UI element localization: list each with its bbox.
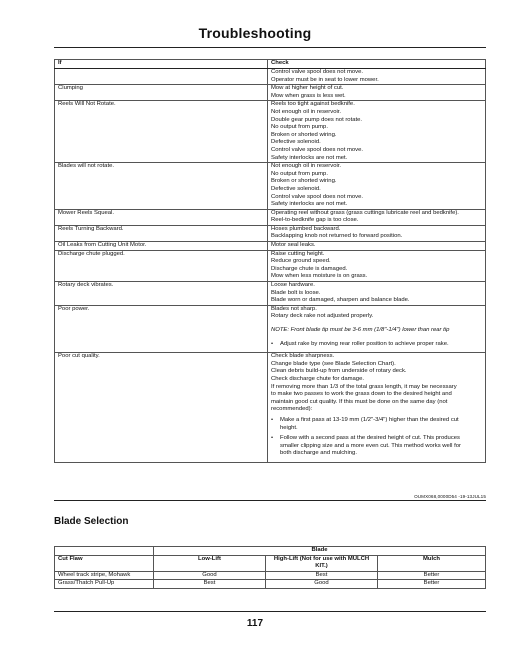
check-line: Reels too tight against bedknife. <box>271 101 355 108</box>
footer-rule <box>54 611 486 612</box>
check-line: Rotary deck rake not adjusted properly. <box>271 313 374 320</box>
table-row <box>55 282 486 306</box>
check-line: Control valve spool does not move. <box>271 69 364 75</box>
table-row <box>55 242 486 251</box>
rating-cell: Better <box>378 571 486 580</box>
troubleshooting-table <box>54 59 486 463</box>
if-column-header: If <box>55 60 268 69</box>
checks-cell <box>268 69 486 85</box>
blade-group-header: Blade <box>154 547 486 556</box>
check-line: Double gear pump does not rotate. <box>271 116 363 123</box>
checks-cell <box>268 85 486 101</box>
table-row <box>55 85 486 101</box>
check-line: Blade worn or damaged, sharpen and balance blade. <box>271 297 410 304</box>
check-line: Loose hardware. <box>271 282 315 289</box>
table-header-row <box>55 60 486 69</box>
check-line: Not enough oil in reservoir. <box>271 163 342 170</box>
checks-cell <box>268 282 486 306</box>
check-line: If removing more than 1/3 of the total grass length, it may be necessary <box>271 383 457 390</box>
problem-cell: Clumping <box>55 85 268 101</box>
check-line: Mow when grass is less wet. <box>271 92 346 99</box>
mulch-header: Mulch <box>378 555 486 571</box>
bullet-line: Make a first pass at 13-19 mm (1/2"-3/4") higher than the desired cut <box>280 416 459 423</box>
high-lift-header: High-Lift (Not for use with MULCH KIT.) <box>266 555 378 571</box>
checks-cell <box>268 209 486 225</box>
reference-code: OUMX068,0000D54 -19-13JUL15 <box>414 494 486 499</box>
rating-cell: Best <box>266 571 378 580</box>
page-number: 117 <box>246 618 264 629</box>
cut-flaw-cell: Grass/Thatch Pull-Up <box>55 580 154 589</box>
problem-cell: Mower Reels Squeal. <box>55 209 268 225</box>
table-row <box>55 580 486 589</box>
check-line: Check blade sharpness. <box>271 353 335 360</box>
table-row <box>55 163 486 210</box>
check-line: Reduce ground speed. <box>271 258 331 265</box>
check-line: Defective solenoid. <box>271 185 321 192</box>
check-line: Check discharge chute for damage. <box>271 375 364 382</box>
check-line: Not enough oil in reservoir. <box>271 108 342 115</box>
rating-cell: Good <box>266 580 378 589</box>
checks-cell <box>268 163 486 210</box>
bullet-item <box>271 417 482 432</box>
check-line: Operator must be in seat to lower mower. <box>271 76 379 83</box>
cut-flaw-header: Cut Flaw <box>55 555 154 571</box>
table-row <box>55 69 486 85</box>
checks-cell <box>268 305 486 352</box>
check-line: Safety interlocks are not met. <box>271 201 348 208</box>
check-line: Defective solenoid. <box>271 139 321 146</box>
table-row <box>55 250 486 281</box>
table-row <box>55 225 486 241</box>
check-line: Broken or shorted wiring. <box>271 178 337 185</box>
check-line: to make two passes to work the grass down to the desired height and <box>271 391 452 398</box>
check-line: Control valve spool does not move. <box>271 146 364 153</box>
note-text: NOTE: Front blade tip must be 3-6 mm (1/8"-1/4") lower than rear tip <box>271 327 450 333</box>
check-line: Blade bolt is loose. <box>271 289 321 296</box>
checks-cell <box>268 250 486 281</box>
table-row <box>55 209 486 225</box>
check-line: Raise cutting height. <box>271 250 325 257</box>
empty-header-cell <box>55 547 154 556</box>
check-line: Control valve spool does not move. <box>271 193 364 200</box>
table-row <box>55 101 486 163</box>
group-header-row <box>55 547 486 556</box>
table-row <box>55 571 486 580</box>
low-lift-header: Low-Lift <box>154 555 266 571</box>
page-title: Troubleshooting <box>198 25 312 41</box>
bullet-item <box>271 435 482 458</box>
check-line: Motor seal leaks. <box>271 242 316 249</box>
problem-cell: Discharge chute plugged. <box>55 250 268 281</box>
problem-cell: Poor power. <box>55 305 268 352</box>
check-line: Safety interlocks are not met. <box>271 154 348 161</box>
blade-selection-title: Blade Selection <box>54 516 129 527</box>
check-line: Broken or shorted wiring. <box>271 131 337 138</box>
check-column-header: Check <box>268 60 486 69</box>
problem-cell: Poor cut quality. <box>55 353 268 463</box>
table-row <box>55 305 486 352</box>
check-line: Operating reel without grass (grass cuttings lubricate reel and bedknife). <box>271 209 459 216</box>
check-line: No output from pump. <box>271 124 328 131</box>
bullet-line: smaller clipping size and a more even cut. This method works well for <box>280 442 461 449</box>
problem-cell: Blades will not rotate. <box>55 163 268 210</box>
check-line: Blades not sharp. <box>271 305 317 312</box>
check-line: recommended): <box>271 406 313 413</box>
section-rule <box>54 500 486 501</box>
bullet-line: both discharge and mulching. <box>280 450 357 457</box>
problem-cell: Rotary deck vibrates. <box>55 282 268 306</box>
table-row <box>55 353 486 463</box>
check-line: Backlapping knob not returned to forward position. <box>271 233 403 240</box>
problem-cell: Reels Will Not Rotate. <box>55 101 268 163</box>
cut-flaw-cell: Wheel track stripe, Mohawk <box>55 571 154 580</box>
bullet-line: Follow with a second pass at the desired height of cut. This produces <box>280 435 460 442</box>
title-rule <box>54 47 486 48</box>
checks-cell <box>268 242 486 251</box>
rating-cell: Better <box>378 580 486 589</box>
problem-cell <box>55 69 268 85</box>
bullet-line: height. <box>280 424 298 431</box>
rating-cell: Best <box>154 580 266 589</box>
check-line: No output from pump. <box>271 170 328 177</box>
problem-cell: Reels Turning Backward. <box>55 225 268 241</box>
check-line: maintain good cut quality. If this must be done on the same day (not <box>271 398 448 405</box>
check-line: Change blade type (see Blade Selection Chart). <box>271 360 396 367</box>
blade-selection-table <box>54 546 486 589</box>
bullet-item: • Adjust rake by moving rear roller position to achieve proper rake. <box>271 341 482 349</box>
check-line: Reel-to-bedknife gap is too close. <box>271 217 359 224</box>
check-line: Discharge chute is damaged. <box>271 265 348 272</box>
checks-cell <box>268 101 486 163</box>
column-header-row <box>55 555 486 571</box>
check-line: Hoses plumbed backward. <box>271 225 341 232</box>
rating-cell: Good <box>154 571 266 580</box>
check-line: Clean debris build-up from underside of rotary deck. <box>271 368 407 375</box>
checks-cell <box>268 225 486 241</box>
check-line: Mow when less moisture is on grass. <box>271 273 368 280</box>
checks-cell <box>268 353 486 463</box>
problem-cell: Oil Leaks from Cutting Unit Motor. <box>55 242 268 251</box>
check-line: Mow at higher height of cut. <box>271 85 344 92</box>
